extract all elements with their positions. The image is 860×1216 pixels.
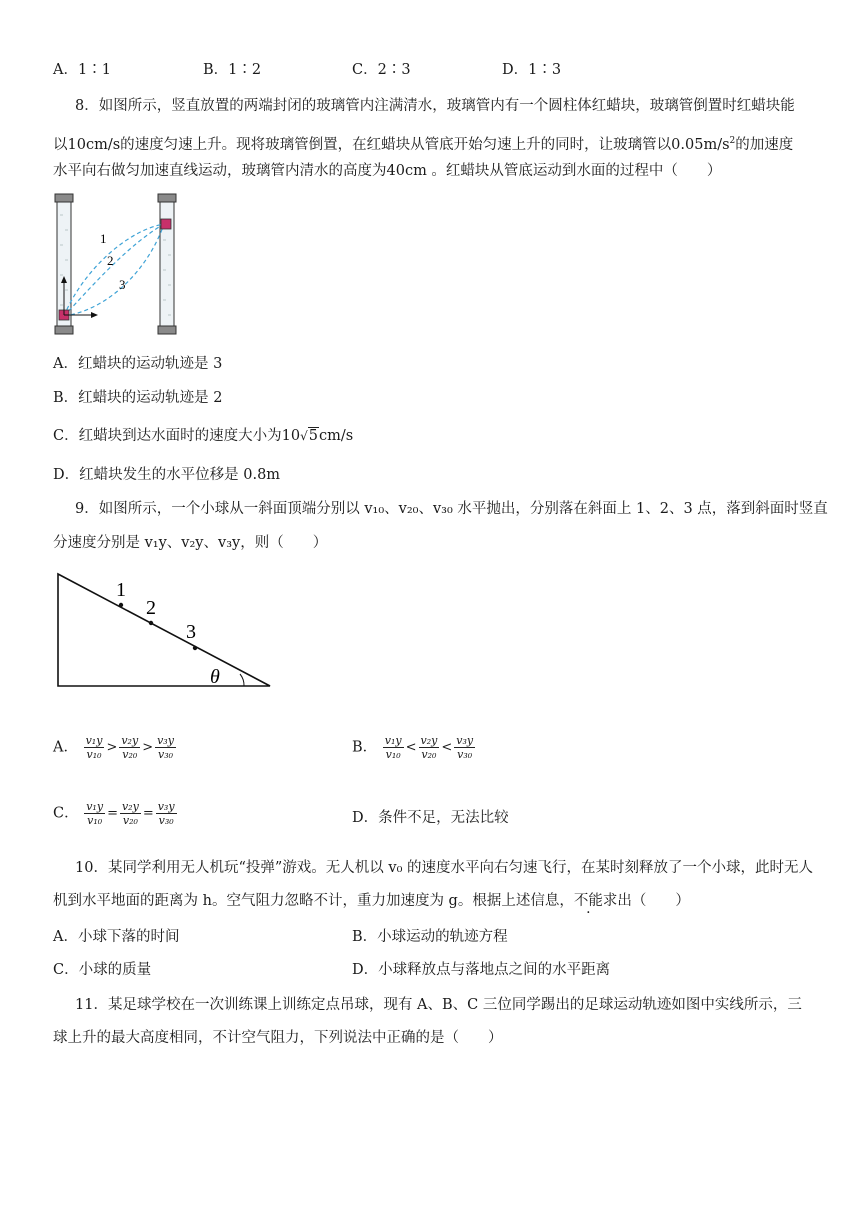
q8-option-b: B．红蜡块的运动轨迹是 2 bbox=[53, 390, 223, 406]
trajectory-1 bbox=[64, 224, 164, 316]
q9-stem-line-1: 9．如图所示，一个小球从一斜面顶端分别以 v₁₀、v₂₀、v₃₀ 水平抛出，分别落在斜面上 1、2、3 点，落到斜面时竖直 bbox=[75, 501, 828, 517]
angle-label-theta: θ bbox=[210, 666, 220, 688]
q7-option-b: B．1∶2 bbox=[203, 62, 262, 78]
q9-option-c: C． $\frac{\text{v₁y}}{\text{v₁₀}}$ = $\frac{\text{v₂y}}{\text{v₂₀}}$ = $\frac{\text{v₃y}}{\text{v₃₀}}$ bbox=[53, 800, 175, 827]
q9-stem-line-2: 分速度分别是 v₁y、v₂y、v₃y，则（ ） bbox=[53, 535, 328, 551]
trajectory-2 bbox=[64, 224, 164, 316]
trajectory-3 bbox=[64, 224, 164, 316]
point-label-1: 1 bbox=[116, 579, 126, 601]
q8-stem-line-2: 以10cm/s的速度匀速上升。现将玻璃管倒置，在红蜡块从管底开始匀速上升的同时，让玻璃管以$0.05m/s^2$的加速度 bbox=[53, 136, 794, 153]
q11-stem-line-1: 11．某足球学校在一次训练课上训练定点吊球，现有 A、B、C 三位同学踢出的足球运动轨迹如图中实线所示，三 bbox=[75, 997, 802, 1013]
q10-stem-line-1: 10．某同学利用无人机玩“投弹”游戏。无人机以 v₀ 的速度水平向右匀速飞行，在某时刻释放了一个小球，此时无人 bbox=[75, 860, 813, 876]
q10-option-c: C．小球的质量 bbox=[53, 962, 152, 978]
incline-triangle bbox=[58, 574, 270, 686]
angle-arc bbox=[240, 674, 244, 686]
q8-option-d: D．红蜡块发生的水平位移是 0.8m bbox=[53, 467, 281, 483]
q11-stem-line-2: 球上升的最大高度相同，不计空气阻力，下列说法中正确的是（ ） bbox=[53, 1030, 503, 1046]
point-label-2: 2 bbox=[146, 597, 156, 619]
q9-option-a: A． $\frac{\text{v₁y}}{\text{v₁₀}}$ > $\frac{\text{v₂y}}{\text{v₂₀}}$ > $\frac{\text{v₃y}}{\text{v₃₀}}$ bbox=[53, 734, 174, 761]
left-tube-cap-top bbox=[55, 194, 73, 202]
q8-option-c: C．红蜡块到达水面时的速度大小为10√5cm/s bbox=[53, 428, 354, 444]
q8-glass-tube-figure bbox=[48, 190, 188, 340]
q10-option-a: A．小球下落的时间 bbox=[53, 929, 180, 945]
landing-point-3 bbox=[193, 646, 197, 650]
landing-point-1 bbox=[119, 603, 123, 607]
trajectory-label-3: 3 bbox=[119, 277, 126, 292]
landing-point-2 bbox=[149, 621, 153, 625]
emphasis-not: 不能 bbox=[573, 893, 603, 909]
q9-option-d: D．条件不足，无法比较 bbox=[352, 810, 509, 826]
q10-stem-line-2: 机到水平地面的距离为 h。空气阻力忽略不计，重力加速度为 g。根据上述信息，不能求出（ ） bbox=[53, 893, 690, 909]
q7-option-d: D．1∶3 bbox=[502, 62, 562, 78]
point-label-3: 3 bbox=[186, 621, 196, 643]
right-tube-cap-bottom bbox=[158, 326, 176, 334]
q10-option-b: B．小球运动的轨迹方程 bbox=[352, 929, 508, 945]
trajectory-label-1: 1 bbox=[100, 231, 107, 246]
trajectory-label-2: 2 bbox=[107, 253, 114, 268]
right-tube-cap-top bbox=[158, 194, 176, 202]
left-tube-cap-bottom bbox=[55, 326, 73, 334]
wax-block-end bbox=[161, 219, 171, 229]
q7-option-a: A．1∶1 bbox=[53, 62, 111, 78]
q7-option-c: C．2∶3 bbox=[352, 62, 411, 78]
q8-stem-line-1: 8．如图所示，竖直放置的两端封闭的玻璃管内注满清水，玻璃管内有一个圆柱体红蜡块，玻璃管倒置时红蜡块能 bbox=[75, 98, 795, 114]
q9-option-b: B． $\frac{\text{v₁y}}{\text{v₁₀}}$ < $\frac{\text{v₂y}}{\text{v₂₀}}$ < $\frac{\text{v₃y}}{\text{v₃₀}}$ bbox=[352, 734, 474, 761]
q8-option-a: A．红蜡块的运动轨迹是 3 bbox=[53, 356, 223, 372]
q8-stem-line-3: 水平向右做匀加速直线运动，玻璃管内清水的高度为40cm 。红蜡块从管底运动到水面的过程中（ ） bbox=[53, 163, 722, 179]
q10-option-d: D．小球释放点与落地点之间的水平距离 bbox=[352, 962, 611, 978]
q9-incline-figure bbox=[52, 568, 277, 693]
